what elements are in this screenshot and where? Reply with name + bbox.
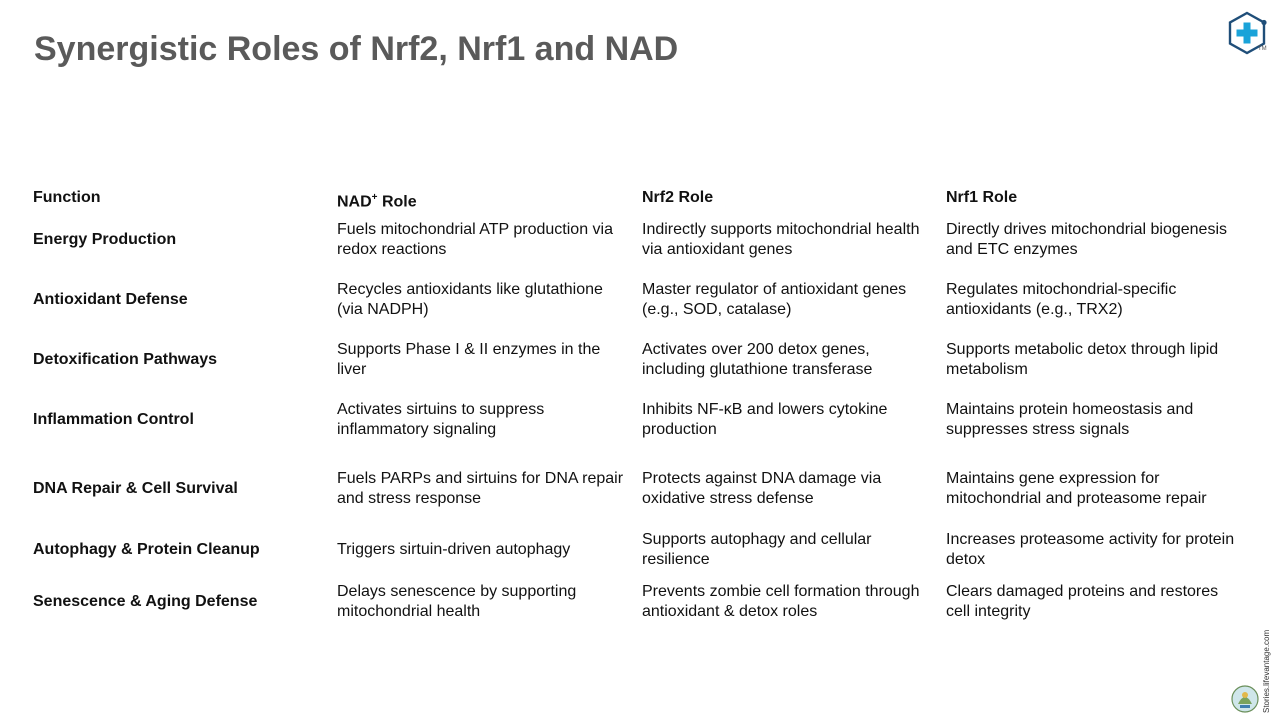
nrf1-cell: Regulates mitochondrial-specific antioxidants (e.g., TRX2)	[946, 281, 1177, 318]
table-row	[0, 582, 1280, 622]
nad-cell: Fuels PARPs and sirtuins for DNA repair and stress response	[337, 470, 624, 507]
nrf2-cell: Master regulator of antioxidant genes (e.g., SOD, catalase)	[642, 281, 907, 318]
nad-cell: Supports Phase I & II enzymes in the liver	[337, 341, 601, 378]
nrf1-cell: Increases proteasome activity for protein detox	[946, 531, 1235, 568]
nrf2-cell: Inhibits NF-κB and lowers cytokine production	[642, 401, 888, 438]
nrf2-cell: Indirectly supports mitochondrial health via antioxidant genes	[642, 221, 920, 258]
credit-text: Stories.lifevantage.com	[1262, 629, 1271, 713]
function-cell: Detoxification Pathways	[33, 351, 218, 369]
header-nrf1: Nrf1 Role	[946, 189, 1018, 206]
nad-cell: Activates sirtuins to suppress inflammatory signaling	[337, 401, 545, 438]
nrf1-cell: Directly drives mitochondrial biogenesis and ETC enzymes	[946, 221, 1228, 258]
table-row	[0, 469, 1280, 509]
function-cell: Autophagy & Protein Cleanup	[33, 541, 260, 559]
header-nad	[337, 188, 627, 212]
function-cell: Senescence & Aging Defense	[33, 593, 258, 611]
nad-cell: Recycles antioxidants like glutathione (via NADPH)	[337, 281, 603, 318]
header-function: Function	[33, 189, 101, 206]
table-row	[0, 530, 1280, 570]
function-cell: Inflammation Control	[33, 411, 194, 429]
table-row	[0, 340, 1280, 380]
function-cell: Antioxidant Defense	[33, 291, 188, 309]
nrf1-cell: Maintains gene expression for mitochondrial and proteasome repair	[946, 470, 1207, 507]
header-nrf2: Nrf2 Role	[642, 189, 714, 206]
nrf1-cell: Maintains protein homeostasis and suppresses stress signals	[946, 401, 1194, 438]
nrf1-cell: Clears damaged proteins and restores cell integrity	[946, 583, 1219, 620]
header-nad-label: NAD	[337, 193, 372, 211]
nad-cell: Fuels mitochondrial ATP production via redox reactions	[337, 221, 613, 258]
function-cell: DNA Repair & Cell Survival	[33, 480, 238, 498]
nrf2-cell: Prevents zombie cell formation through antioxidant & detox roles	[642, 583, 920, 620]
nad-cell: Delays senescence by supporting mitochondrial health	[337, 583, 577, 620]
nrf2-cell: Supports autophagy and cellular resilience	[642, 531, 872, 568]
table-row	[0, 220, 1280, 260]
nrf2-cell: Protects against DNA damage via oxidative stress defense	[642, 470, 882, 507]
page-title: Synergistic Roles of Nrf2, Nrf1 and NAD	[34, 30, 679, 68]
trademark-mark: TM	[1258, 46, 1267, 52]
nrf1-cell: Supports metabolic detox through lipid metabolism	[946, 341, 1219, 378]
header-nad-superscript: +	[371, 192, 378, 203]
function-cell: Energy Production	[33, 231, 177, 249]
table-row	[0, 400, 1280, 440]
header-nad-role: Role	[377, 193, 417, 211]
nrf2-cell: Activates over 200 detox genes, including glutathione transferase	[642, 341, 873, 378]
nad-cell: Triggers sirtuin-driven autophagy	[337, 541, 571, 559]
table-row	[0, 280, 1280, 320]
seal-emblem-icon	[1230, 684, 1260, 714]
